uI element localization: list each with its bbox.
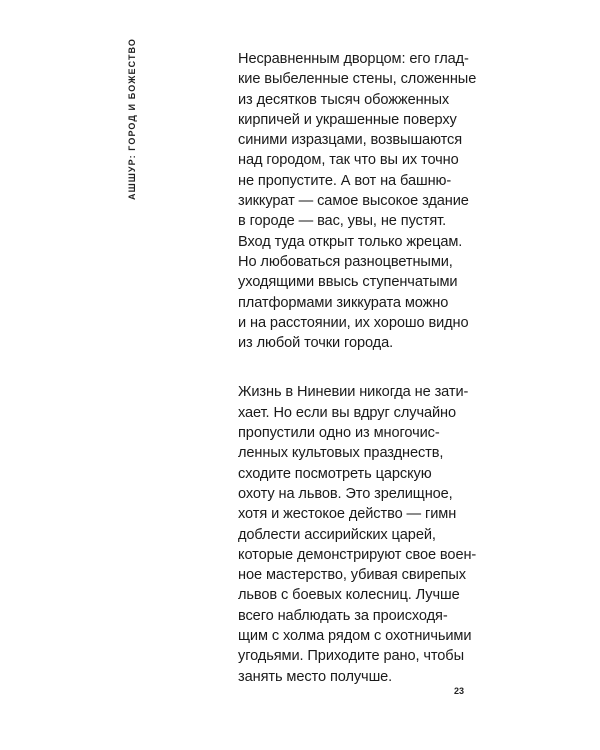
text-line: хотя и жестокое действо — гимн <box>238 506 457 523</box>
text-line: хает. Но если вы вдруг случайно <box>238 404 456 421</box>
text-line: сходите посмотреть царскую <box>238 465 432 482</box>
text-line: и на расстоянии, их хорошо видно <box>238 314 469 331</box>
text-line: Жизнь в Ниневии никогда не зати- <box>238 384 469 401</box>
text-line: львов с боевых колесниц. Лучше <box>238 587 460 604</box>
paragraph-1 <box>238 49 488 353</box>
running-head: АШШУР: ГОРОД И БОЖЕСТВО <box>127 37 137 200</box>
paragraph-2 <box>238 382 488 686</box>
text-line: зиккурат — самое высокое здание <box>238 193 469 210</box>
text-line: ное мастерство, убивая свирепых <box>238 567 466 584</box>
text-line: доблести ассирийских царей, <box>238 526 436 543</box>
text-line: занять место получше. <box>238 668 393 685</box>
text-line: всего наблюдать за происходя- <box>238 607 448 624</box>
text-line: ленных культовых празднеств, <box>238 445 444 462</box>
text-line: из десятков тысяч обожженных <box>238 91 450 108</box>
page-number: 23 <box>454 686 465 696</box>
text-line: Несравненным дворцом: его глад- <box>238 51 469 67</box>
text-line: уходящими ввысь ступенчатыми <box>238 274 458 291</box>
text-line: кирпичей и украшенные поверху <box>238 111 457 128</box>
text-line: из любой точки города. <box>238 335 394 352</box>
text-line: Вход туда открыт только жрецам. <box>238 233 463 250</box>
text-line: синими изразцами, возвышаются <box>238 132 463 149</box>
text-line: угодьями. Приходите рано, чтобы <box>238 648 464 665</box>
text-line: щим с холма рядом с охотничьими <box>238 628 472 645</box>
text-line: кие выбеленные стены, сложенные <box>238 71 477 88</box>
text-line: в городе — вас, увы, не пустят. <box>238 213 447 230</box>
text-line: пропустили одно из многочис- <box>238 425 440 442</box>
text-line: над городом, так что вы их точно <box>238 152 459 169</box>
text-line: которые демонстрируют свое воен- <box>238 546 477 563</box>
text-line: платформами зиккурата можно <box>238 294 449 311</box>
text-line: не пропустите. А вот на башню- <box>238 172 452 189</box>
text-line: Но любоваться разноцветными, <box>238 253 453 270</box>
text-line: охоту на львов. Это зрелищное, <box>238 485 453 502</box>
text-column <box>238 49 488 687</box>
